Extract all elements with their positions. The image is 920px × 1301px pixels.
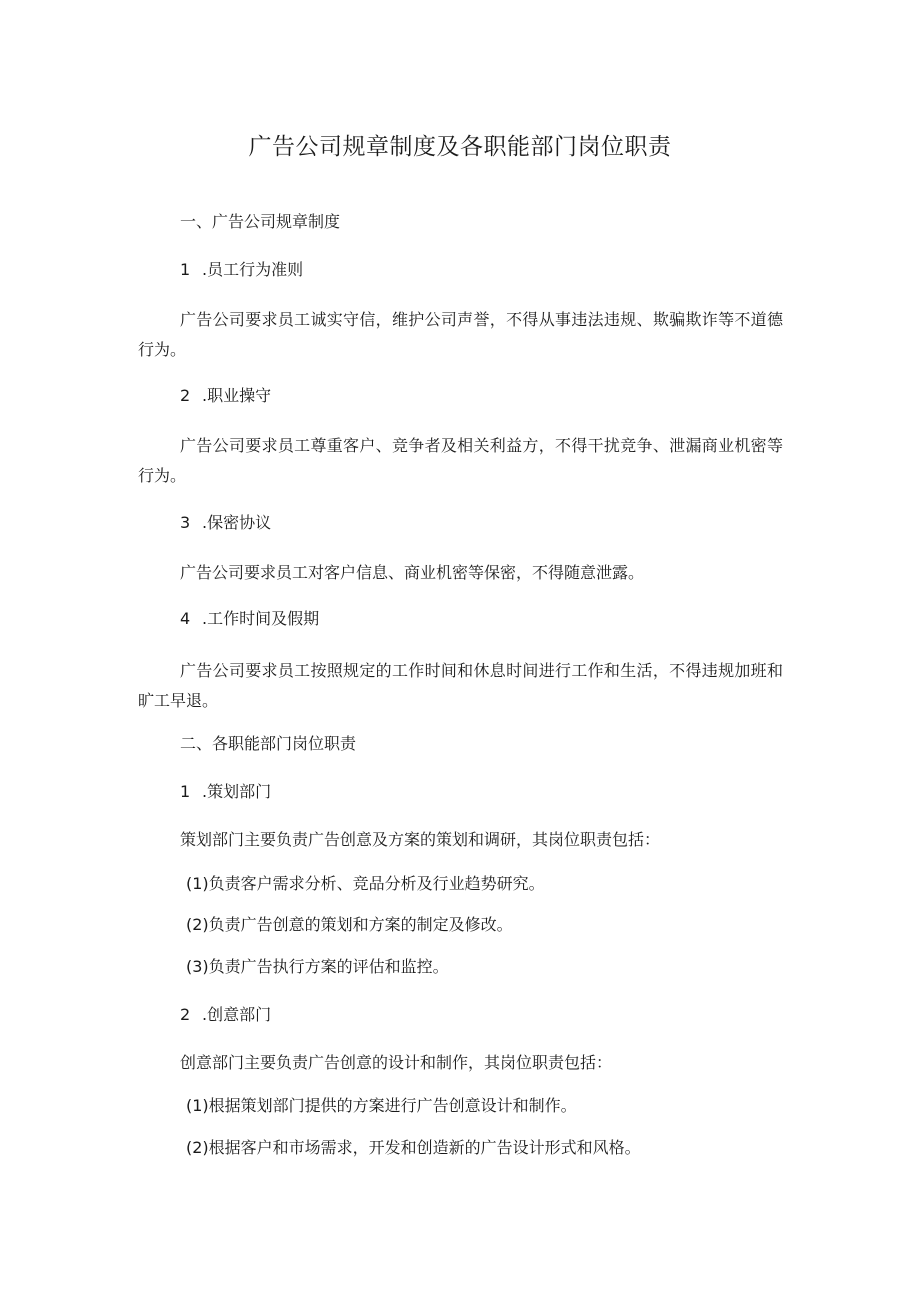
item-label: .工作时间及假期 bbox=[202, 609, 320, 628]
paragraph-ethics: 广告公司要求员工尊重客户、竞争者及相关利益方，不得干扰竞争、泄漏商业机密等行为。 bbox=[138, 436, 783, 485]
duty-list-item: (2)根据客户和市场需求，开发和创造新的广告设计形式和风格。 bbox=[186, 1138, 641, 1157]
department-heading-planning bbox=[180, 779, 271, 805]
item-heading-confidentiality bbox=[180, 510, 271, 536]
item-number: 2 bbox=[180, 1005, 191, 1024]
duty-list-item: (2)负责广告创意的策划和方案的制定及修改。 bbox=[186, 915, 513, 934]
item-number: 1 bbox=[180, 782, 191, 801]
department-intro-planning: 策划部门主要负责广告创意及方案的策划和调研，其岗位职责包括： bbox=[180, 830, 661, 849]
paragraph-confidentiality: 广告公司要求员工对客户信息、商业机密等保密，不得随意泄露。 bbox=[180, 563, 645, 582]
item-label: .保密协议 bbox=[202, 513, 272, 532]
item-heading-conduct bbox=[180, 257, 303, 283]
paragraph-working-hours: 广告公司要求员工按照规定的工作时间和休息时间进行工作和生活，不得违规加班和旷工早退。 bbox=[138, 661, 783, 710]
item-heading-working-hours bbox=[180, 606, 319, 632]
document-title: 广告公司规章制度及各职能部门岗位职责 bbox=[248, 134, 672, 160]
item-label: .职业操守 bbox=[202, 386, 272, 405]
duty-list-item: (3)负责广告执行方案的评估和监控。 bbox=[186, 957, 449, 976]
paragraph-conduct: 广告公司要求员工诚实守信，维护公司声誉，不得从事违法违规、欺骗欺诈等不道德行为。 bbox=[138, 310, 783, 359]
section-heading-responsibilities: 二、各职能部门岗位职责 bbox=[180, 734, 357, 753]
duty-list-item: (1)根据策划部门提供的方案进行广告创意设计和制作。 bbox=[186, 1096, 577, 1115]
section-heading-regulations: 一、广告公司规章制度 bbox=[180, 212, 341, 231]
item-number: 1 bbox=[180, 260, 191, 279]
item-label: .创意部门 bbox=[202, 1005, 272, 1024]
item-number: 4 bbox=[180, 609, 191, 628]
item-label: .员工行为准则 bbox=[202, 260, 304, 279]
duty-list-item: (1)负责客户需求分析、竞品分析及行业趋势研究。 bbox=[186, 874, 545, 893]
department-heading-creative bbox=[180, 1002, 271, 1028]
item-label: .策划部门 bbox=[202, 782, 272, 801]
item-number: 3 bbox=[180, 513, 191, 532]
item-number: 2 bbox=[180, 386, 191, 405]
item-heading-ethics bbox=[180, 383, 271, 409]
department-intro-creative: 创意部门主要负责广告创意的设计和制作，其岗位职责包括： bbox=[180, 1053, 613, 1072]
